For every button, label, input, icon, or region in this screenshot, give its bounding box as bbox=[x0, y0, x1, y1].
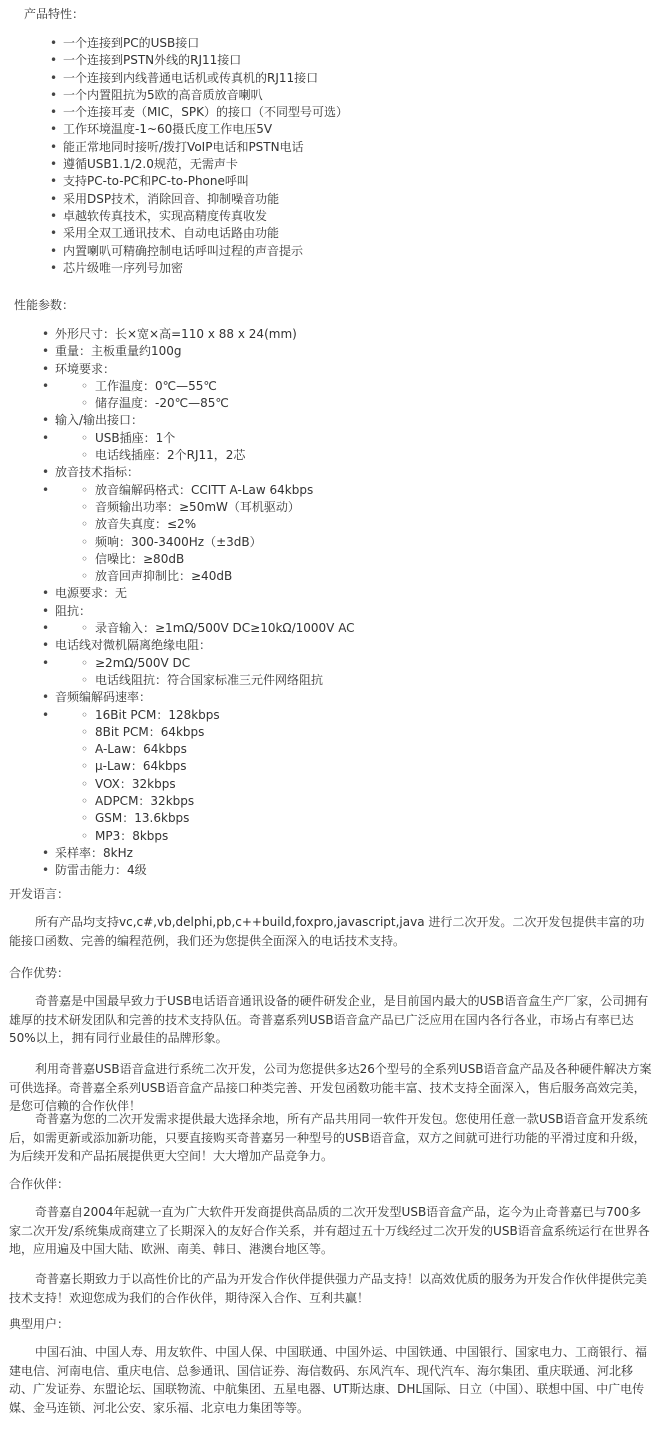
list-item: • 一个连接到内线普通电话机或传真机的RJ11接口 bbox=[63, 70, 348, 87]
spec-codec-group bbox=[55, 707, 355, 845]
spec-lightning: • 防雷击能力：4级 bbox=[55, 862, 355, 879]
spec-io-sublist bbox=[55, 430, 355, 465]
specs-title: 性能参数： bbox=[14, 298, 75, 312]
list-item: • 一个内置阻抗为5欧的高音质放音喇叭 bbox=[63, 87, 348, 104]
spec-impedance-sublist bbox=[55, 620, 355, 637]
list-item: ◦ MP3：8kbps bbox=[95, 828, 355, 845]
list-item: ◦ 信噪比：≥80dB bbox=[95, 551, 355, 568]
list-item: ◦ 电话线插座：2个RJ11，2芯 bbox=[95, 447, 355, 464]
advantage-paragraph-2: 利用奇普嘉USB语音盒进行系统二次开发，公司为您提供多达26个型号的全系列USB语音盒产品及各种硬件解决方案可供选择。奇普嘉全系列USB语音盒产品接口种类完善、开发包函数功能丰富、技术支持全面深入，售后服务高效完美，是您可信赖的合作伙伴！ bbox=[9, 1062, 652, 1113]
users-title: 典型用户： bbox=[9, 1317, 70, 1331]
spec-codec-label: • 音频编解码速率： bbox=[55, 689, 355, 706]
list-item: ◦ • 工作温度：0℃—55℃ bbox=[95, 378, 355, 395]
spec-power: • 电源要求：无 bbox=[55, 585, 355, 602]
list-item: • 一个连接耳麦（MIC，SPK）的接口（不同型号可选） bbox=[63, 104, 348, 121]
list-item: ◦ 电话线阻抗：符合国家标准三元件网络阻抗 bbox=[95, 672, 355, 689]
list-item: ◦ 音频输出功率：≥50mW（耳机驱动） bbox=[95, 499, 355, 516]
list-item: ◦ ADPCM：32kbps bbox=[95, 793, 355, 810]
spec-impedance-group bbox=[55, 620, 355, 637]
spec-insulation-sublist bbox=[55, 655, 355, 690]
list-item: • 芯片级唯一序列号加密 bbox=[63, 260, 348, 277]
partner-paragraph-2: 奇普嘉长期致力于以高性价比的产品为开发合作伙伴提供强力产品支持！以高效优质的服务为开发合作伙伴提供完美技术支持！欢迎您成为我们的合作伙伴，期待深入合作、互利共赢！ bbox=[9, 1272, 648, 1305]
advantage-paragraph-3: 奇普嘉为您的二次开发需求提供最大选择余地，所有产品共用同一软件开发包。您使用任意一款USB语音盒开发系统后，如需更新或添加新功能，只要直接购买奇普嘉另一种型号的USB语音盒，双方之间就可进行功能的平滑过度和升级，为后续开发和产品拓展提供更大空间！大大增加产品竞争力。 bbox=[9, 1112, 648, 1163]
partner-title: 合作伙伴： bbox=[9, 1177, 70, 1191]
list-item: ◦ • ≥2mΩ/500V DC bbox=[95, 655, 355, 672]
list-item: ◦ • 16Bit PCM：128kbps bbox=[95, 707, 355, 724]
list-item: • 支持PC-to-PC和PC-to-Phone呼叫 bbox=[63, 173, 348, 190]
list-item: • 一个连接到PC的USB接口 bbox=[63, 35, 348, 52]
advantage-title: 合作优势： bbox=[9, 966, 70, 980]
partner-paragraph-1: 奇普嘉自2004年起就一直为广大软件开发商提供高品质的二次开发型USB语音盒产品，迄今为止奇普嘉已与700多家二次开发/系统集成商建立了长期深入的友好合作关系，并有超过五十万线经过二次开发的USB语音盒系统运行在世界各地，应用遍及中国大陆、欧洲、南美、韩日、港澳台地区等。 bbox=[9, 1205, 650, 1256]
spec-playback-group bbox=[55, 482, 355, 586]
users-paragraph: 中国石油、中国人寿、用友软件、中国人保、中国联通、中国外运、中国铁通、中国银行、国家电力、工商银行、福建电信、河南电信、重庆电信、总参通讯、国信证券、海信数码、东风汽车、现代汽车、海尔集团、重庆联通、河北移动、广发证券、东盟论坛、国联物流、中航集团、五星电器、UT斯达康、DHL国际、日立（中国）、联想中国、中广电传媒、金马连锁、河北公安、家乐福、北京电力集团等等。 bbox=[9, 1345, 648, 1415]
list-item: • 能正常地同时接听/拨打VoIP电话和PSTN电话 bbox=[63, 139, 348, 156]
features-list bbox=[63, 35, 348, 277]
spec-size: • 外形尺寸：长×宽×高=110 x 88 x 24(mm) bbox=[55, 326, 355, 343]
spec-impedance-label: • 阻抗： bbox=[55, 603, 355, 620]
list-item: ◦ • 放音编解码格式：CCITT A-Law 64kbps bbox=[95, 482, 355, 499]
spec-io-group bbox=[55, 430, 355, 465]
advantage-paragraph-1: 奇普嘉是中国最早致力于USB电话语音通讯设备的硬件研发企业，是目前国内最大的USB语音盒生产厂家，公司拥有雄厚的技术研发团队和完善的技术支持队伍。奇普嘉系列USB语音盒产品已广泛应用在国内各行各业，市场占有率已达50%以上，拥有同行业最佳的品牌形象。 bbox=[9, 994, 649, 1045]
spec-env-label: • 环境要求： bbox=[55, 361, 355, 378]
features-title: 产品特性： bbox=[24, 7, 85, 21]
list-item: • 一个连接到PSTN外线的RJ11接口 bbox=[63, 52, 348, 69]
spec-insulation-group bbox=[55, 655, 355, 690]
spec-codec-sublist bbox=[55, 707, 355, 845]
list-item: ◦ 8Bit PCM：64kbps bbox=[95, 724, 355, 741]
list-item: ◦ μ-Law：64kbps bbox=[95, 758, 355, 775]
dev-paragraph: 所有产品均支持vc,c#,vb,delphi,pb,c++build,foxpro,javascript,java 进行二次开发。二次开发包提供丰富的功能接口函数、完善的编程范例，我们还为您提供全面深入的电话技术支持。 bbox=[9, 915, 645, 948]
spec-playback-label: • 放音技术指标： bbox=[55, 464, 355, 481]
list-item: • 内置喇叭可精确控制电话呼叫过程的声音提示 bbox=[63, 243, 348, 260]
dev-title: 开发语言： bbox=[9, 887, 70, 901]
spec-insulation-label: • 电话线对微机隔离绝缘电阻： bbox=[55, 637, 355, 654]
spec-io-label: • 输入/输出接口： bbox=[55, 412, 355, 429]
list-item: • 卓越软传真技术，实现高精度传真收发 bbox=[63, 208, 348, 225]
list-item: • 采用DSP技术，消除回音、抑制噪音功能 bbox=[63, 191, 348, 208]
list-item: ◦ • USB插座：1个 bbox=[95, 430, 355, 447]
list-item: ◦ 放音回声抑制比：≥40dB bbox=[95, 568, 355, 585]
list-item: ◦ VOX：32kbps bbox=[95, 776, 355, 793]
list-item: ◦ • 录音输入：≥1mΩ/500V DC≥10kΩ/1000V AC bbox=[95, 620, 355, 637]
specs-list bbox=[55, 326, 355, 880]
list-item: • 遵循USB1.1/2.0规范，无需声卡 bbox=[63, 156, 348, 173]
list-item: ◦ GSM：13.6kbps bbox=[95, 810, 355, 827]
spec-env-sublist bbox=[55, 378, 355, 413]
list-item: • 工作环境温度-1~60摄氏度工作电压5V bbox=[63, 121, 348, 138]
list-item: ◦ 放音失真度：≤2% bbox=[95, 516, 355, 533]
spec-weight: • 重量：主板重量约100g bbox=[55, 343, 355, 360]
list-item: • 采用全双工通讯技术、自动电话路由功能 bbox=[63, 225, 348, 242]
list-item: ◦ A-Law：64kbps bbox=[95, 741, 355, 758]
spec-env-group bbox=[55, 378, 355, 413]
list-item: ◦ 频响：300-3400Hz（±3dB） bbox=[95, 534, 355, 551]
spec-sample-rate: • 采样率：8kHz bbox=[55, 845, 355, 862]
list-item: ◦ 储存温度：-20℃—85℃ bbox=[95, 395, 355, 412]
spec-playback-sublist bbox=[55, 482, 355, 586]
